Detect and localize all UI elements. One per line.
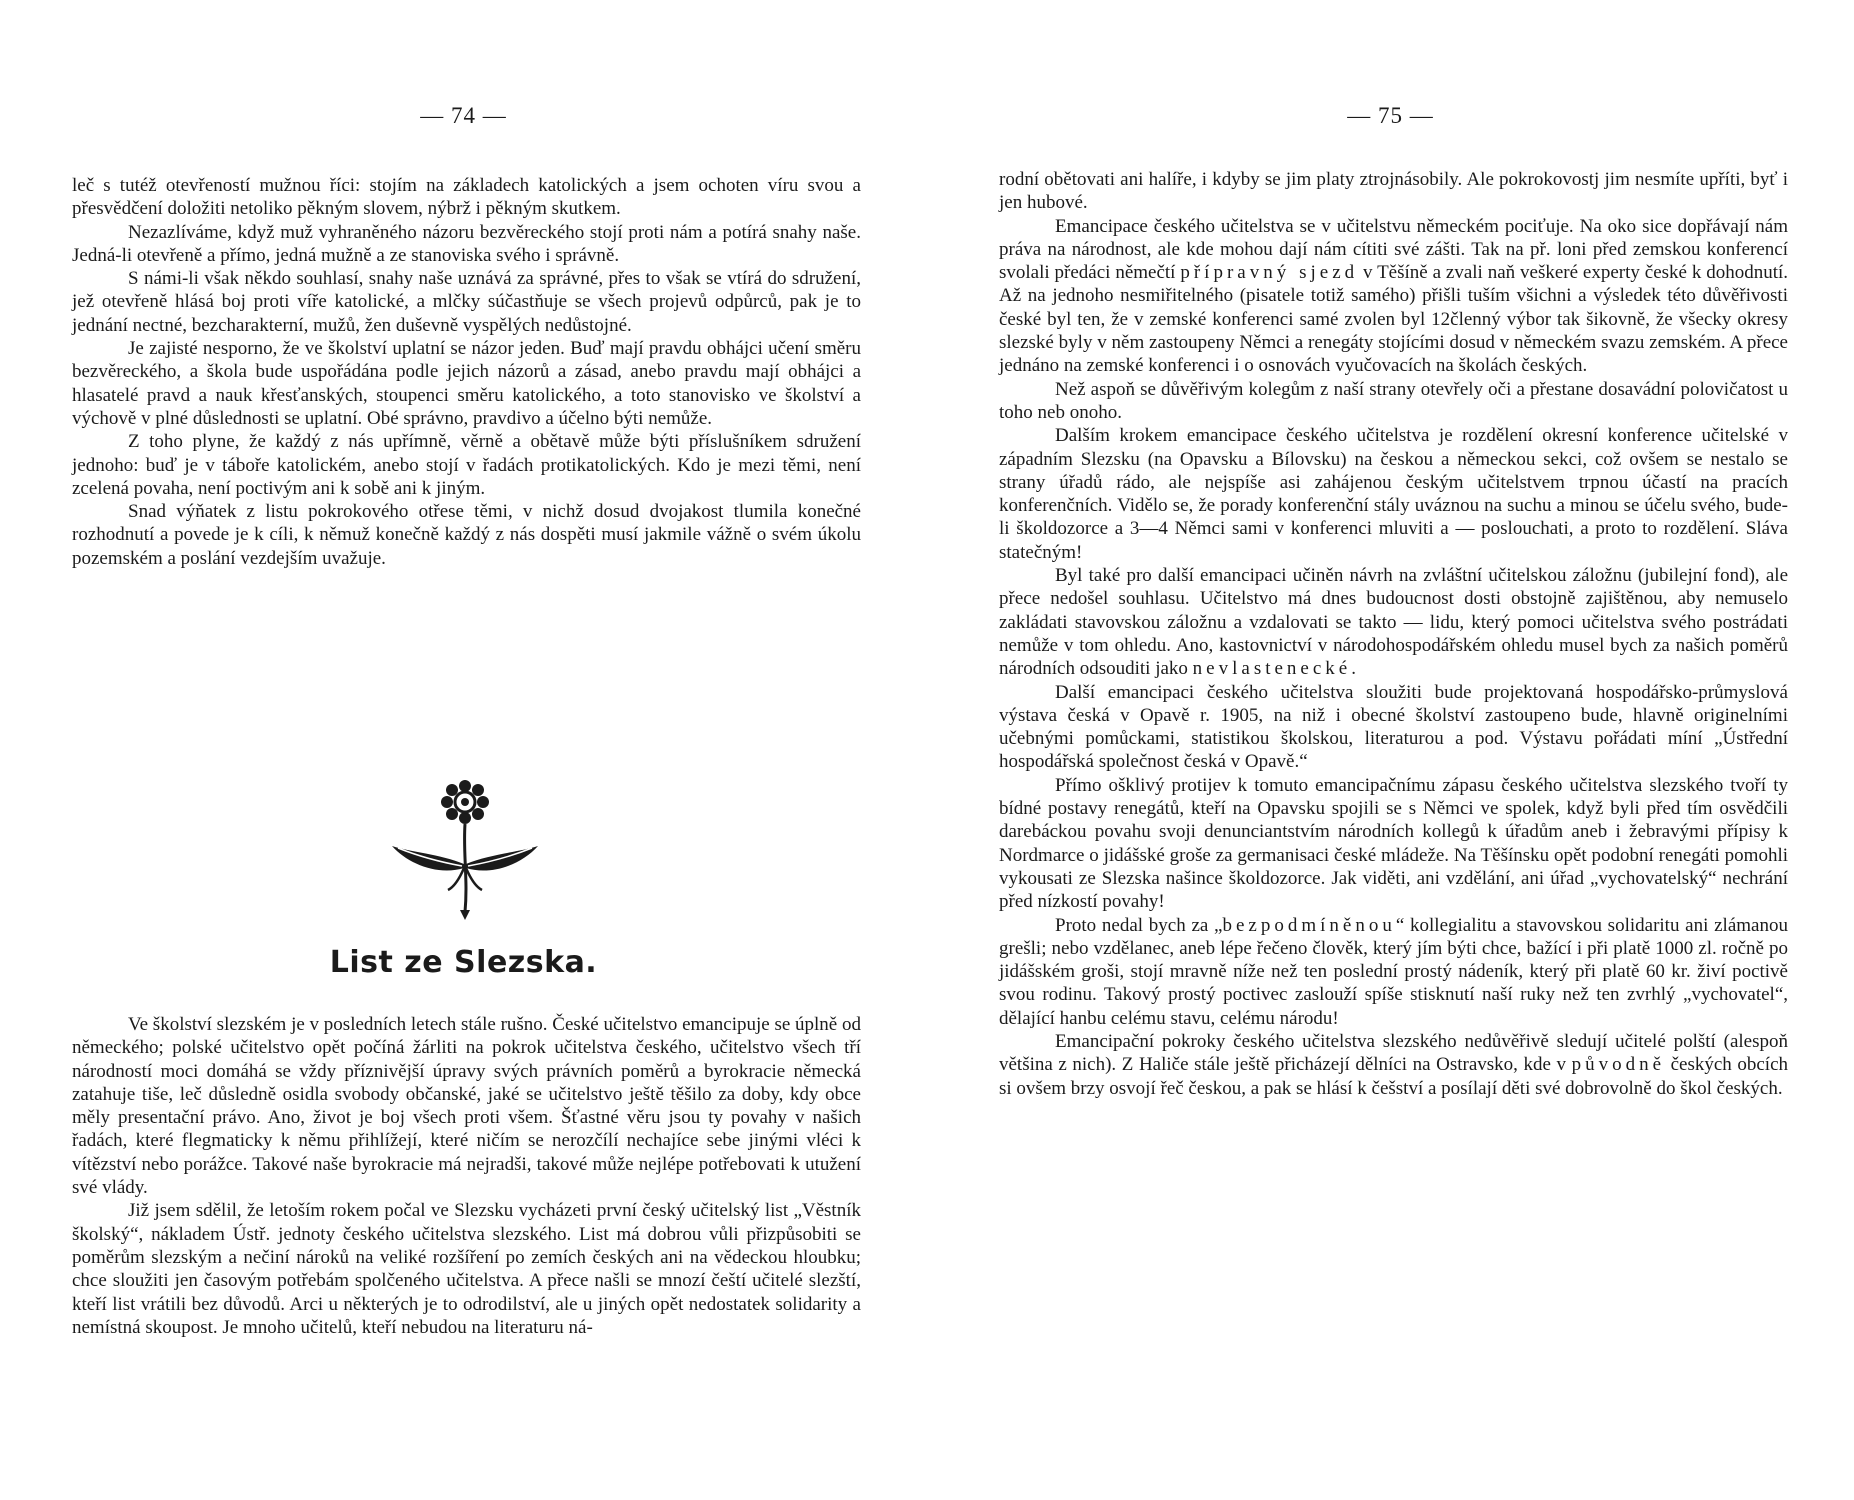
paragraph: rodní obětovati ani halíře, i kdyby se jim platy ztrojnásobily. Ale pokrokovostj jim nesmíte upříti, byť i jen hubové. [999, 169, 1788, 214]
left-text-bottom [72, 1013, 861, 1339]
paragraph [999, 215, 1788, 378]
spaced-emphasis: původně [1571, 1054, 1666, 1076]
paragraph: Další emancipaci českého učitelstva sloužiti bude projektovaná hospodářsko-průmyslová výstava česká v Opavě r. 1905, na niž i obecné školství zastoupeno bude, hlavně originelními učebnými pomůckami, statistikou školskou, literaturou a pod. Výstavu pořádati míní „Ústřední hospodářská společnost česká v Opavě.“ [999, 681, 1788, 773]
text-run: “ kollegialitu a stavovskou solidaritu ani zlámanou grešli; nebo vzdělanec, aneb lépe řečeno člověk, který jím býti chce, bažící i při platě 1000 zl. ročně po jidášském groši, stojí mravně níže než ten poslední prostý nádeník, který při platě 60 kr. živí poctivě svou rodinu. Takový prostý poctivec zaslouží spíše stisknutí naší ruky než ten zvrhlý „vychovatel“, dělající hanbu celému stavu, celému národu! [999, 914, 1788, 1029]
paragraph [999, 914, 1788, 1030]
paragraph: leč s tutéž otevřeností mužnou říci: stojím na základech katolických a jsem ochoten víru svou a přesvědčení doložiti netoliko pěkným slovem, nýbrž i pěkným skutkem. [72, 175, 861, 220]
paragraph [999, 1030, 1788, 1100]
paragraph: Dalším krokem emancipace českého učitelstva je rozdělení okresní konference učitelské v západním Slezsku (na Opavsku a Bílovsku) na českou a německou sekci, což ovšem se nestalo se strany úřadů rádo, ale nejspíše asi zahájenou českým učitelstvem trpnou účastí na pracích konferenčních. Vidělo se, že porady konferenční stály uváznou na suchu a minou se účelu svého, bude-li školdozorce a 3—4 Němci sami v konferenci mluviti a — poslouchati, a proto to rozdělení. Sláva statečným! [999, 425, 1788, 563]
paragraph: Ve školství slezském je v posledních letech stále rušno. České učitelstvo emancipuje se úplně od německého; polské učitelstvo opět počíná žárliti na pokrok učitelstva českého, učitelstvo všech tří národností moci domáhá se vždy příznivější úpravy svých právních poměrů a byrokracie německá zatahuje tiše, leč důsledně osidla svobody občanské, jaké se učitelstvo ještě těšilo za doby, kdy obce měly presentační právo. Ano, život je boj všech proti všem. Šťastné věru jsou ty povahy v našich řadách, které flegmaticky k němu přihlížejí, které ničím se nerozčílí nechajíce sebe jinými vléci k vítězství nebo porážce. Takové naše byrokracie má nejradši, takové může nejlépe potřebovati k utužení své vlády. [72, 1014, 861, 1199]
text-run: Proto nedal bych za „ [1055, 914, 1223, 936]
paragraph: Nezazlíváme, když muž vyhraněného názoru bezvěreckého stojí proti nám a potírá snahy naše. Jedná-li otevřeně a přímo, jedná mužně a ze stanoviska svého i správně. [72, 221, 861, 266]
paragraph: Z toho plyne, že každý z nás upřímně, věrně a obětavě může býti příslušníkem sdružení jednoho: buď je v táboře katolickém, anebo stojí v řadách protikatolických. Kdo je mezi těmi, není zcelená povaha, není poctivým ani k sobě ani k jiným. [72, 431, 861, 499]
paragraph: Je zajisté nesporno, že ve školství uplatní se názor jeden. Buď mají pravdu obhájci učení směru bezvěreckého, a škola bude uspořádána podle jejich názorů a zásad, anebo pravdu mají obhájci a hlasatelé pravd a nauk křesťanských, stoupenci směru katolického, a toto stanovisko ve školství a výchově v plné důslednosti se uplatní. Obé správno, pravdivo a účelno býti nemůže. [72, 338, 861, 429]
right-text [999, 168, 1788, 1100]
paragraph: Přímo ošklivý protijev k tomuto emancipačnímu zápasu českého učitelstva slezského tvoří ty bídné postavy renegátů, kteří na Opavsku spojili se s Němci ve spolek, když byli před tím osvědčili darebáckou povahu svoji denunciantstvím národních kollegů k úřadům aneb i žebravými přípisy k Nordmarce o jidášské groše za germanisaci české mládeže. Na Těšínsku opět podobní renegáti pomohli vykousati ze Slezska našince školdozorce. Jak viděti, ani vzdělání, ani úřad „vychovatelský“ nechrání před nízkostí povahy! [999, 774, 1788, 913]
text-run: v Těšíně a zvali naň veškeré experty české k dohodnutí. Až na jednoho nesmiřitelného (pisatele totiž samého) přišli tuším všichni a výsledek této důvěřivosti české byl ten, že v zemské konferenci samé zvolen byl 12členný výbor tak šikovně, že všecky okresy slezské byly v něm zastoupeny Němci a renegáty stojícími dosud v německém svazu zemském. A přece jednáno na zemské konferenci i o osnovách vyučovacích na školách českých. [999, 262, 1789, 377]
text-run: Emancipace českého učitelstva se v učitelstvu německém pociťuje. Na oko sice dopřávají nám práva na národnost, ale kde mohou dají nám cítiti své zášti. Tak na př. loni před zemskou konferencí svolali předáci němečtí [999, 215, 1788, 284]
page-number-right: — 75 — [1347, 103, 1434, 128]
paragraph: Snad výňatek z listu pokrokového otřese těmi, v nichž dosud dvojakost tlumila konečné rozhodnutí a povede je k cíli, k němuž konečně každý z nás dospěti musí jakmile vážně o svém úkolu pozemském a poslání vezdejším uvažuje. [72, 501, 861, 569]
left-text-top [72, 174, 861, 570]
page-number-left: — 74 — [420, 103, 507, 128]
spaced-emphasis: bezpodmíněnou [1222, 914, 1396, 936]
text-run: českých obcích si ovšem brzy osvojí řeč českou, a pak se hlásí k češství a posílají děti své dobrovolně do škol českých. [999, 1054, 1789, 1099]
spaced-emphasis: nevlastenecké. [1192, 658, 1360, 680]
section-title: List ze Slezska. [329, 945, 598, 980]
flower-ornament-icon [380, 764, 550, 924]
text-run: Byl také pro další emancipaci učiněn návrh na zvláštní učitelskou záložnu (jubilejní fond), ale přece nedošel souhlasu. Učitelstvo má dnes budoucnost dosti obstojně zajištěnou, aby nemuselo zakládati stavovskou záložnu a vzdalovati se takto — lidu, který pomoci učitelstva svého postrádati nemůže v tom ohledu. Ano, kastovnictví v národohospodářském ohledu musel bych za našich poměrů národních odsouditi jako [999, 565, 1788, 680]
paragraph: Již jsem sdělil, že letoším rokem počal ve Slezsku vycházeti první český učitelský list „Věstník školský“, nákladem Ústř. jednoty českého učitelstva slezského. List má dobrou vůli přizpůsobiti se poměrům slezským a nečiní nároků na veliké rozšíření po zemích českých ani na vědeckou hloubku; chce sloužiti jen časovým potřebám spolčeného učitelstva. A přece našli se mnozí čeští učitelé slezští, kteří list vrátili bez důvodů. Arci u některých je to odrodilství, ale u jiných opět nedostatek solidarity a nemístná skoupost. Je mnoho učitelů, kteří nebudou na literaturu ná- [72, 1200, 861, 1338]
paragraph: Než aspoň se důvěřivým kolegům z naší strany otevřely oči a přestane dosavádní polovičatost u toho neb onoho. [999, 378, 1788, 423]
spaced-emphasis: přípravný sjezd [1180, 262, 1359, 284]
paragraph: S námi-li však někdo souhlasí, snahy naše uznává za správné, přes to však se vtírá do sdružení, jež otevřeně hlásá boj proti víře katolické, a mlčky súčastňuje se všech projevů odpůrců, pak je to jednání nectné, bezcharakterní, mužů, žen duševně vyspělých nedůstojné. [72, 268, 861, 336]
right-page [927, 0, 1854, 1500]
paragraph [999, 564, 1788, 680]
text-run: Emancipační pokroky českého učitelstva slezského nedůvěřivě sledují učitelé polští (alespoň většina z nich). Z Haliče stále ještě přicházejí dělníci na Ostravsko, kde v [999, 1030, 1788, 1076]
